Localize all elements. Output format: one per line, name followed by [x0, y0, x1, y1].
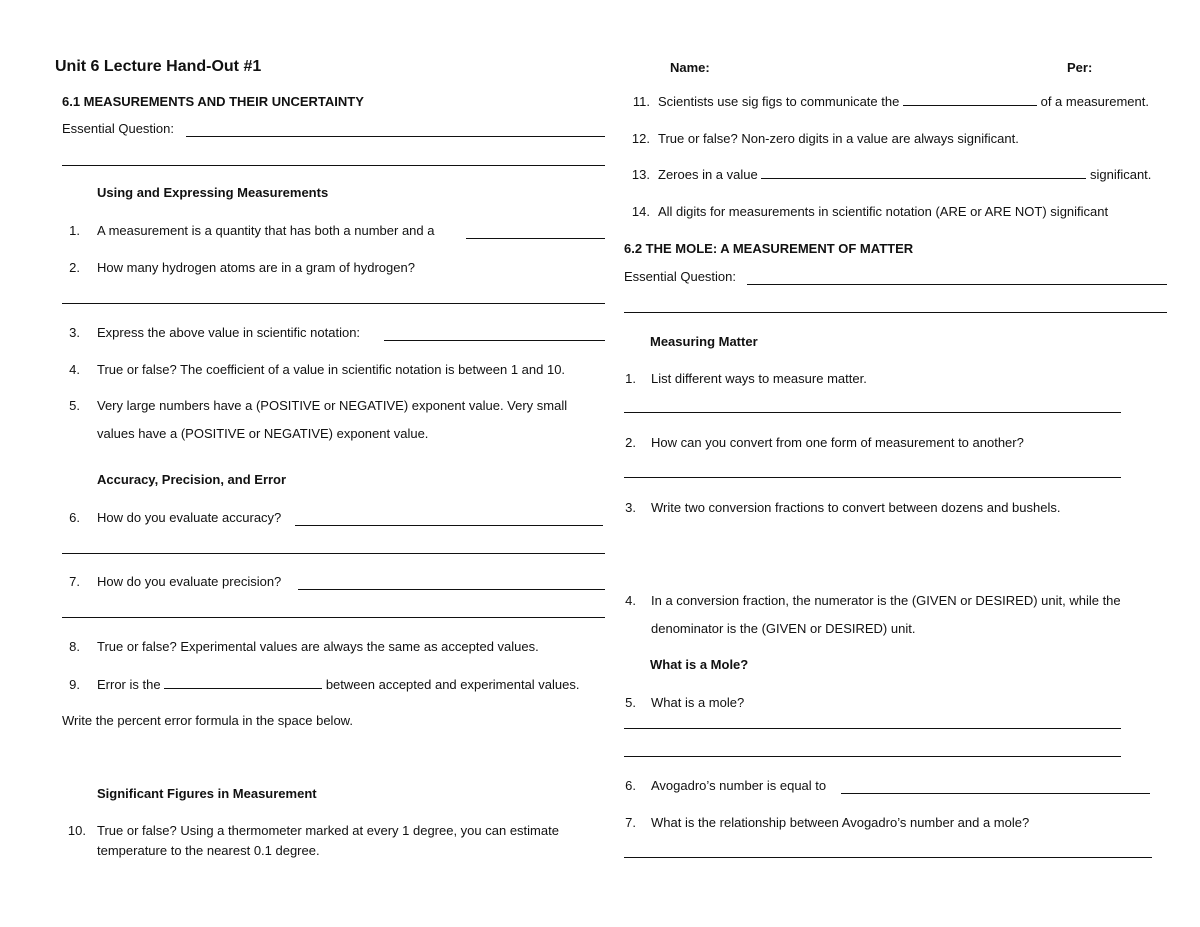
question-number: 13. — [631, 167, 650, 182]
question-2-text: How many hydrogen atoms are in a gram of hydrogen? — [97, 260, 415, 275]
question-number: 5. — [625, 695, 636, 710]
question-7-text: How do you evaluate precision? — [97, 574, 282, 589]
question-number: 1. — [69, 223, 80, 238]
essential-question-6-2-answer-line[interactable] — [747, 284, 1167, 285]
question-number: 5. — [69, 398, 80, 413]
question-13-text — [658, 167, 1151, 182]
question-number: 4. — [625, 593, 636, 608]
question-12-text: True or false? Non-zero digits in a value are always significant. — [658, 131, 1019, 146]
question-number: 8. — [69, 639, 80, 654]
measuring-question-3-text: Write two conversion fractions to convert between dozens and bushels. — [651, 500, 1061, 515]
question-number: 7. — [625, 815, 636, 830]
question-6-answer-line-2[interactable] — [62, 553, 605, 554]
question-14-text: All digits for measurements in scientific notation (ARE or ARE NOT) significant — [658, 204, 1109, 219]
question-8-text: True or false? Experimental values are always the same as accepted values. — [97, 639, 539, 654]
question-number: 14. — [631, 204, 650, 219]
measuring-question-2-answer-line[interactable] — [624, 477, 1121, 478]
question-11-text — [658, 94, 1149, 109]
essential-question-label: Essential Question: — [62, 121, 175, 136]
measuring-question-4-text-line-2: denominator is the (GIVEN or DESIRED) unit. — [651, 621, 916, 636]
question-number: 11. — [632, 94, 650, 109]
question-number: 3. — [69, 325, 80, 340]
question-number: 7. — [69, 574, 80, 589]
essential-question-answer-line[interactable] — [186, 136, 605, 137]
question-13-text-pre: Zeroes in a value — [658, 167, 758, 182]
subheading-significant-figures: Significant Figures in Measurement — [97, 786, 317, 801]
question-3-text: Express the above value in scientific notation: — [97, 325, 361, 340]
question-number: 10. — [67, 823, 86, 838]
question-2-answer-line[interactable] — [62, 303, 605, 304]
essential-question-answer-line-2[interactable] — [62, 165, 605, 166]
subheading-what-is-a-mole: What is a Mole? — [650, 657, 749, 672]
question-number: 12. — [631, 131, 650, 146]
question-1-answer-line[interactable] — [466, 238, 605, 239]
mole-question-5-answer-line-2[interactable] — [624, 756, 1121, 757]
question-7-answer-line[interactable] — [298, 589, 605, 590]
question-13-text-post: significant. — [1089, 167, 1152, 182]
mole-question-7-text: What is the relationship between Avogadro’s number and a mole? — [651, 815, 1030, 830]
percent-error-instruction: Write the percent error formula in the space below. — [62, 713, 353, 728]
question-7-answer-line-2[interactable] — [62, 617, 605, 618]
question-number: 6. — [625, 778, 636, 793]
worksheet-title: Unit 6 Lecture Hand-Out #1 — [55, 58, 262, 75]
mole-question-6-answer-line[interactable] — [841, 793, 1150, 794]
mole-question-5-text: What is a mole? — [651, 695, 745, 710]
question-13-answer-blank[interactable] — [761, 167, 1086, 179]
question-9-text — [97, 677, 580, 692]
question-11-answer-blank[interactable] — [903, 94, 1037, 106]
question-6-text: How do you evaluate accuracy? — [97, 510, 282, 525]
question-10-text: True or false? Using a thermometer marked at every 1 degree, you can estimate — [97, 823, 559, 838]
question-4-text: True or false? The coefficient of a value in scientific notation is between 1 and 10. — [97, 362, 566, 377]
mole-question-5-answer-line[interactable] — [624, 728, 1121, 729]
question-5-text: Very large numbers have a (POSITIVE or NEGATIVE) exponent value. Very small — [97, 398, 568, 413]
question-3-answer-line[interactable] — [384, 340, 605, 341]
question-9-text-post: between accepted and experimental values. — [325, 677, 580, 692]
question-1-text: A measurement is a quantity that has both a number and a — [97, 223, 435, 238]
essential-question-label-6-2: Essential Question: — [624, 269, 737, 284]
question-number: 2. — [69, 260, 80, 275]
measuring-question-2-text: How can you convert from one form of measurement to another? — [651, 435, 1024, 450]
essential-question-6-2-answer-line-2[interactable] — [624, 312, 1167, 313]
name-label: Name: — [670, 60, 710, 75]
section-heading-6-2: 6.2 THE MOLE: A MEASUREMENT OF MATTER — [624, 241, 914, 256]
question-10-text-line-2: temperature to the nearest 0.1 degree. — [97, 843, 320, 858]
question-number: 9. — [69, 677, 80, 692]
question-number: 3. — [625, 500, 636, 515]
question-number: 6. — [69, 510, 80, 525]
period-label: Per: — [1067, 60, 1093, 75]
mole-question-6-text: Avogadro’s number is equal to — [651, 778, 827, 793]
measuring-question-1-answer-line[interactable] — [624, 412, 1121, 413]
question-9-text-pre: Error is the — [97, 677, 161, 692]
subheading-using-expressing: Using and Expressing Measurements — [97, 185, 329, 200]
question-11-text-pre: Scientists use sig figs to communicate the — [658, 94, 900, 109]
measuring-question-1-text: List different ways to measure matter. — [651, 371, 867, 386]
question-9-answer-blank[interactable] — [164, 677, 322, 689]
subheading-accuracy-precision: Accuracy, Precision, and Error — [97, 472, 287, 487]
question-6-answer-line[interactable] — [295, 525, 603, 526]
question-number: 1. — [625, 371, 636, 386]
mole-question-7-answer-line[interactable] — [624, 857, 1152, 858]
question-number: 4. — [69, 362, 80, 377]
question-11-text-post: of a measurement. — [1040, 94, 1149, 109]
question-5-text-line-2: values have a (POSITIVE or NEGATIVE) exponent value. — [97, 426, 429, 441]
subheading-measuring-matter: Measuring Matter — [650, 334, 758, 349]
question-number: 2. — [625, 435, 636, 450]
measuring-question-4-text: In a conversion fraction, the numerator is the (GIVEN or DESIRED) unit, while the — [651, 593, 1121, 608]
section-heading-6-1: 6.1 MEASUREMENTS AND THEIR UNCERTAINTY — [62, 94, 364, 109]
